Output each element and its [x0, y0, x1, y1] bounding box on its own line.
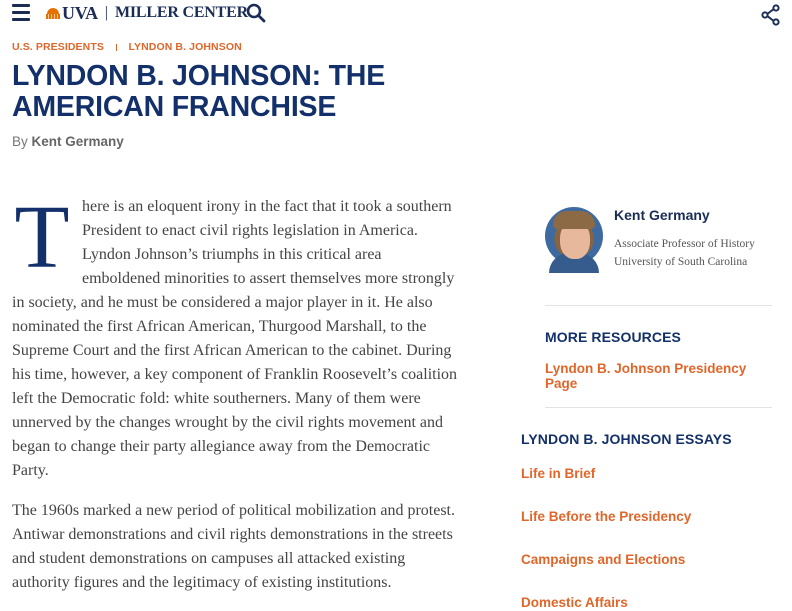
uva-miller-center-logo[interactable]: [46, 3, 248, 23]
more-resources-heading: MORE RESOURCES: [545, 329, 681, 345]
logo-separator: |: [104, 4, 108, 21]
breadcrumb-lyndon-b-johnson[interactable]: LYNDON B. JOHNSON: [128, 41, 242, 53]
author-card: [545, 207, 775, 307]
logo-uva-text: UVA: [62, 2, 98, 23]
article-paragraph: [12, 188, 460, 483]
hamburger-menu-icon[interactable]: [12, 4, 30, 20]
essays-heading: LYNDON B. JOHNSON ESSAYS: [521, 431, 732, 447]
essay-link-campaigns-elections[interactable]: Campaigns and Elections: [521, 552, 686, 567]
breadcrumb-us-presidents[interactable]: U.S. PRESIDENTS: [12, 41, 104, 53]
essay-link-life-before-presidency[interactable]: Life Before the Presidency: [521, 509, 692, 524]
avatar[interactable]: [545, 207, 603, 265]
byline-prefix: By: [12, 134, 28, 149]
share-icon[interactable]: [761, 4, 781, 26]
author-role: [614, 235, 784, 271]
article-body: [12, 188, 460, 611]
essay-link-life-in-brief[interactable]: Life in Brief: [521, 466, 596, 481]
divider: [545, 305, 772, 306]
article-paragraph: The 1960s marked a new period of political mobilization and protest. Antiwar demonstrations and civil rights demonstrations in the streets and student demonstrations on campuses all attacked existing authority figures and the legitimacy of existing institutions.: [12, 502, 455, 591]
breadcrumb-separator: [116, 44, 118, 51]
page-title: LYNDON B. JOHNSON: THE AMERICAN FRANCHISE: [12, 60, 386, 123]
search-icon[interactable]: [246, 3, 266, 23]
drop-cap: T: [14, 188, 70, 287]
breadcrumb: [12, 41, 242, 53]
paragraph-text: here is an eloquent irony in the fact that it took a southern President to enact civil rights legislation in America. Lyndon Johnson’s triumphs in this critical area emboldened minorities to assert themselves more strongly in society, and he must be considered a major player in it. He also nominated the first African American, Thurgood Marshall, to the Supreme Court and the first African American to the cabinet. During his time, however, a key component of Franklin Roosevelt’s coalition left the Democratic fold: white southerners. Many of them were unnerved by the changes wrought by the civil rights movement and began to change their party allegiance away from the Democratic Party.: [12, 198, 458, 479]
divider: [545, 407, 772, 408]
rotunda-icon: [46, 8, 60, 19]
presidency-page-link[interactable]: Lyndon B. Johnson Presidency Page: [545, 361, 747, 391]
essay-link-domestic-affairs[interactable]: Domestic Affairs: [521, 595, 628, 610]
author-name[interactable]: Kent Germany: [614, 207, 710, 223]
author-institution: University of South Carolina: [614, 256, 748, 268]
byline: [12, 134, 124, 149]
author-title: Associate Professor of History: [614, 238, 755, 250]
byline-author[interactable]: Kent Germany: [31, 134, 124, 149]
top-bar: [0, 0, 792, 28]
logo-miller-center-text: MILLER CENTER: [114, 4, 248, 21]
